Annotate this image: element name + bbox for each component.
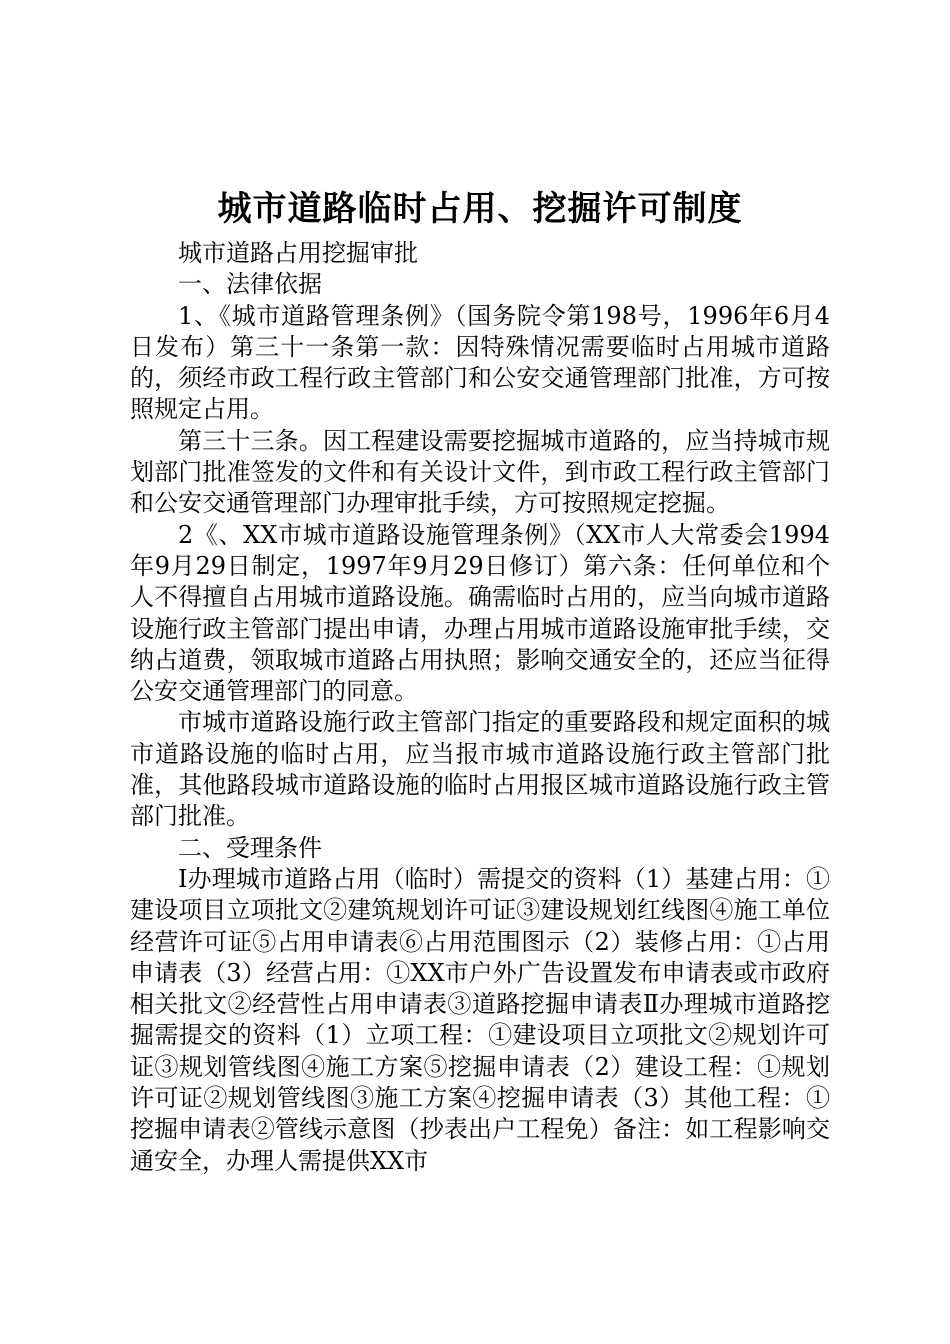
document-page — [130, 186, 830, 1177]
section-heading-acceptance-conditions: 二、受理条件 — [178, 833, 322, 862]
paragraph-subtitle: 城市道路占用挖掘审批 — [178, 239, 418, 267]
document-title: 城市道路临时占用、挖掘许可制度 — [217, 189, 743, 229]
paragraph-regulation-2: 2《、XX市城市道路设施管理条例》（XX市人大常委会1994年9月29日制定，1997年9月29日修订）第六条：任何单位和个人不得擅自占用城市道路设施。确需临时占用的，应当向城市道路设施行政主管部门提出申请，办理占用城市道路设施审批手续，交纳占道费，领取城市道路占用执照；影响交通安全的，还应当征得公安交通管理部门的同意。 — [130, 520, 830, 706]
paragraph-approval-authority: 市城市道路设施行政主管部门指定的重要路段和规定面积的城市道路设施的临时占用，应当报市城市道路设施行政主管部门批准，其他路段城市道路设施的临时占用报区城市道路设施行政主管部门批准。 — [130, 708, 830, 831]
paragraph-required-materials: Ⅰ办理城市道路占用（临时）需提交的资料（1）基建占用：①建设项目立项批文②建筑规划许可证③建设规划红线图④施工单位经营许可证⑤占用申请表⑥占用范围图示（2）装修占用：①占用申请表（3）经营占用：①XX市户外广告设置发布申请表或市政府相关批文②经营性占用申请表③道路挖掘申请表Ⅱ办理城市道路挖掘需提交的资料（1）立项工程：①建设项目立项批文②规划许可证③规划管线图④施工方案⑤挖掘申请表（2）建设工程：①规划许可证②规划管线图③施工方案④挖掘申请表（3）其他工程：①挖掘申请表②管线示意图（抄表出户工程免）备注：如工程影响交通安全，办理人需提供XX市 — [130, 864, 830, 1175]
paragraph-article-33: 第三十三条。因工程建设需要挖掘城市道路的，应当持城市规划部门批准签发的文件和有关设计文件，到市政工程行政主管部门和公安交通管理部门办理审批手续，方可按照规定挖掘。 — [130, 426, 830, 518]
paragraph-regulation-1: 1、《城市道路管理条例》（国务院令第198号，1996年6月4日发布）第三十一条第一款：因特殊情况需要临时占用城市道路的，须经市政工程行政主管部门和公安交通管理部门批准，方可按照规定占用。 — [130, 301, 830, 424]
section-heading-legal-basis: 一、法律依据 — [178, 270, 322, 299]
